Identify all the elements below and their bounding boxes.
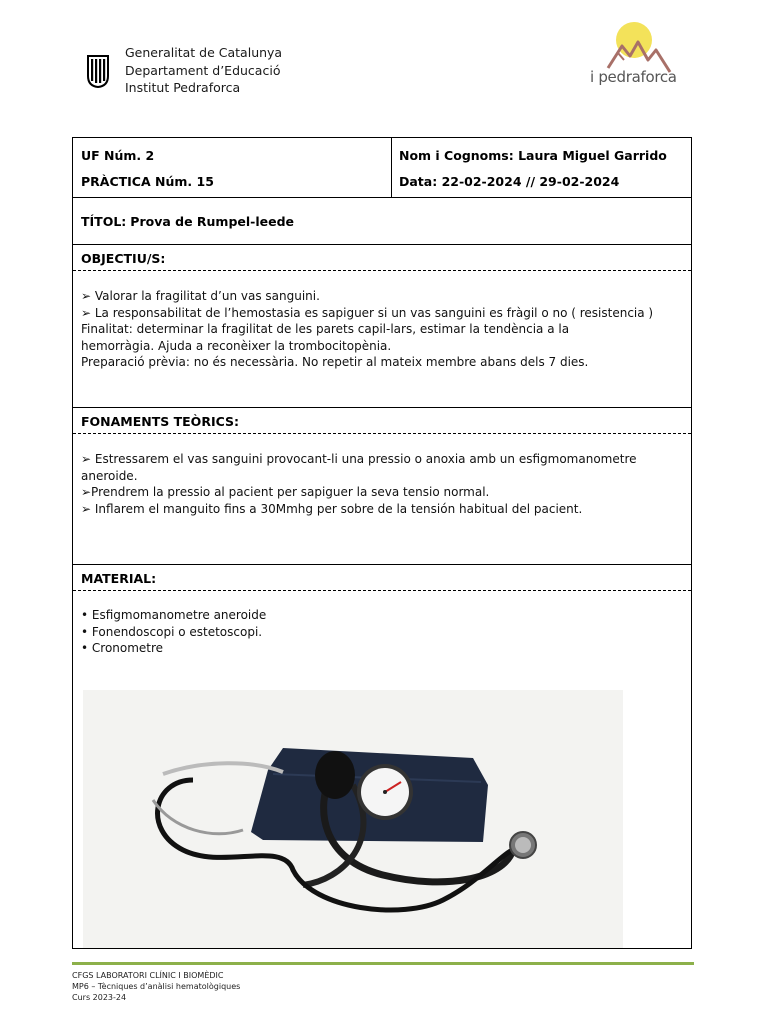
footer-line-2: MP6 – Tècniques d’anàlisi hematològiques [72,982,241,991]
theory-label: FONAMENTS TEÒRICS: [81,414,239,429]
institution-name [125,44,282,97]
dashed-divider [73,433,691,434]
material-item: • Esfigmomanometre aneroide [81,608,267,622]
objective-line: ➢ La responsabilitat de l’hemostasia es sapiguer si un vas sanguini es fràgil o no ( resistencia ) [81,305,654,320]
objective-line: ➢ Valorar la fragilitat d’un vas sanguini. [81,289,320,303]
form-header-row [73,138,691,198]
title-row [73,198,691,245]
dashed-divider [73,590,691,591]
objective-line: Finalitat: determinar la fragilitat de les parets capil-lars, estimar la tendència a la [81,322,570,336]
material-item: • Cronometre [81,641,164,655]
theory-line: ➢Prendrem la pressio al pacient per sapiguer la seva tensio normal. [81,485,490,499]
practice-date: Data: 22-02-2024 // 29-02-2024 [399,174,620,189]
theory-line: ➢ Estressarem el vas sanguini provocant-li una pressio o anoxia amb un esfigmomanometre aneroide. [81,452,637,483]
sphygmomanometer-illustration [83,690,623,948]
uf-number: UF Núm. 2 [81,148,155,163]
generalitat-emblem-icon [86,54,110,88]
theory-section [73,408,691,565]
objectives-section [73,245,691,408]
footer-line-3: Curs 2023-24 [72,993,127,1002]
practice-number: PRÀCTICA Núm. 15 [81,174,214,189]
material-list [81,607,681,657]
footer [72,970,240,1003]
objective-line: hemorràgia. Ajuda a reconèixer la trombocitopènia. [81,338,392,353]
sphygmomanometer-photo [83,690,623,948]
objectives-label: OBJECTIU/S: [81,251,166,266]
theory-content [81,451,681,517]
institution-line-2: Departament d’Educació [125,62,281,78]
objectives-content [81,288,681,371]
logo-text: i pedraforca [590,68,677,86]
dashed-divider [73,270,691,271]
footer-rule [72,962,694,965]
institution-header [86,44,282,97]
material-item: • Fonendoscopi o estetoscopi. [81,624,263,639]
theory-line: ➢ Inflarem el manguito fins a 30Mmhg per sobre de la tensión habitual del pacient. [81,501,583,516]
footer-line-1: CFGS LABORATORI CLÍNIC I BIOMÈDIC [72,971,224,980]
practice-form [72,137,692,949]
student-name: Nom i Cognoms: Laura Miguel Garrido [399,148,667,163]
title-value: Prova de Rumpel-leede [130,214,295,229]
institution-line-3: Institut Pedraforca [125,80,241,95]
objective-line: Preparació prèvia: no és necessària. No repetir al mateix membre abans dels 7 dies. [81,355,589,369]
material-label: MATERIAL: [81,571,157,586]
title-label: TÍTOL: [81,214,127,229]
column-divider [391,138,392,197]
institution-line-1: Generalitat de Catalunya [125,45,283,60]
practice-title [81,214,294,229]
